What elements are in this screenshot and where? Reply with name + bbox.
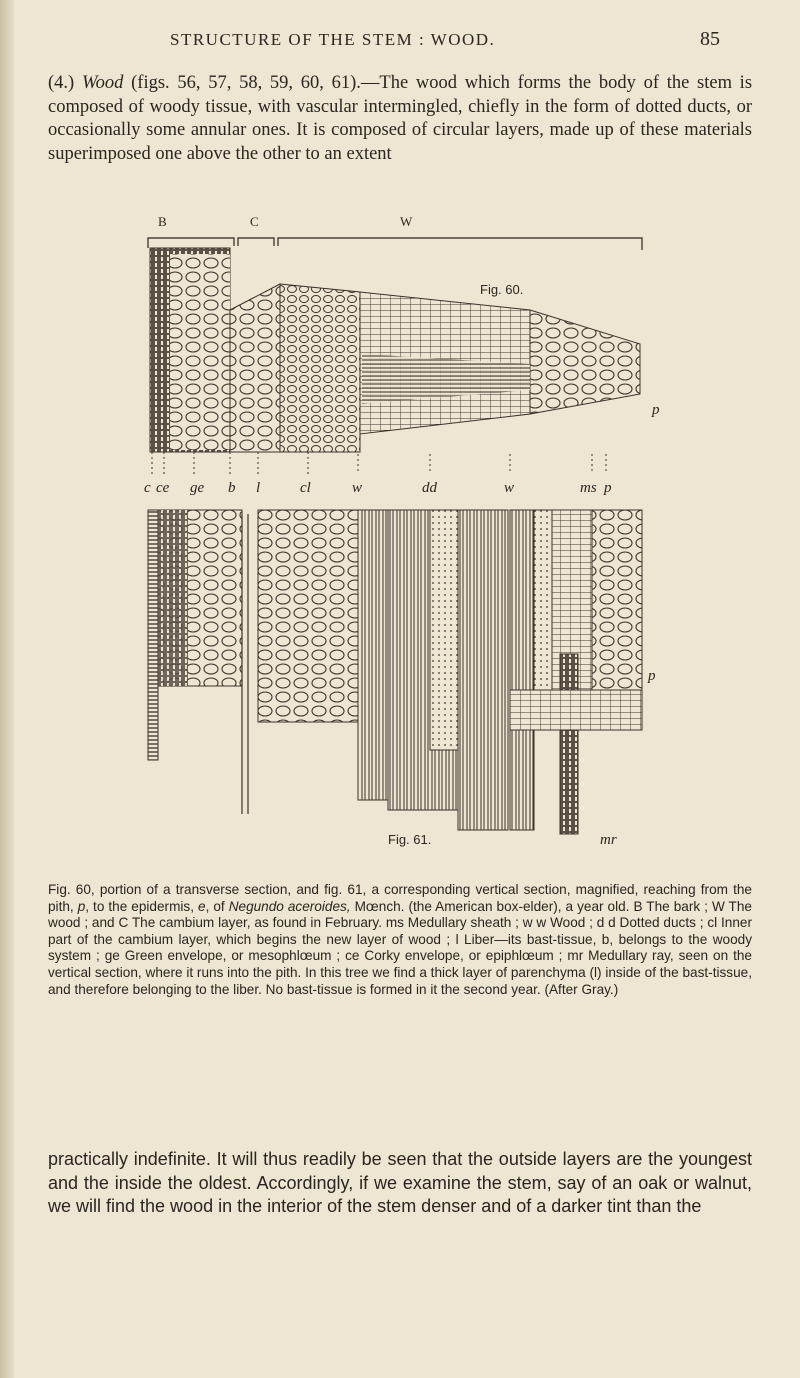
fig-61-label: Fig. 61. [388,832,432,847]
label-l: l [256,480,261,496]
middle-labels [144,480,612,496]
caption-p: p [77,898,86,914]
running-header: STRUCTURE OF THE STEM : WOOD. [170,30,496,49]
label-cambium-c: C [250,214,259,229]
caption-e: e [198,898,206,914]
bracket-wood [278,238,642,250]
fig-61-vertical [148,510,656,848]
caption-rest: Mœnch. (the American box-elder), a year old. B The bark ; W The wood ; and C The cambium layer, as found in February. ms Medullary sheath ; w w Wood ; d d Dotted ducts ; cl Inner part of the cambium layer, which begins the new layer of wood ; l Liber—its bast-tissue, b, belongs to the woody system ; ge Green envelope, or mesophlœum ; ce Corky envelope, or epiphlœum ; mr Medullary ray, seen on the vertical section, where it runs into the pith. In this tree we find a thick layer of parenchyma (l) inside of the bast-tissue, and therefore belonging to the liber. No bast-tissue is formed in it the second year. (After Gray.) [48,898,752,997]
figure-refs: (figs. 56, 57, 58, 59, 60, 61). [131,73,361,93]
page-number: 85 [700,28,720,50]
figure-caption [48,882,752,998]
continuation-paragraph: practically indefinite. It will thus readily be seen that the outside layers are the youngest and the inside the oldest. Accordingly, if we examine the stem, say of an oak or walnut, we will find the wood in the interior of the stem denser and of a darker tint than the [48,1149,752,1217]
label-w2: w [504,480,515,496]
label-ge: ge [190,480,205,496]
label-c: c [144,480,151,496]
section-number: (4.) [48,73,75,93]
intro-text: —The wood which forms the body of the stem is composed of woody tissue, with vascular intermingled, chiefly in the form of dotted ducts, or occasionally some annular ones. It is composed of circular layers, made up of these materials superimposed one above the other to an extent [48,73,753,164]
label-bark-b: B [158,214,167,229]
label-ms: ms [580,480,597,496]
label-pith-lower: p [648,668,656,684]
label-ce: ce [156,480,170,496]
label-b: b [228,480,236,496]
label-mr: mr [600,832,617,848]
label-p-mid: p [604,480,612,496]
section-title: Wood [81,73,124,93]
bracket-bark [148,238,234,248]
bracket-cambium [238,238,274,246]
page-gutter [0,0,14,1378]
stem-section-figure [130,214,720,864]
label-pith-upper: p [652,402,660,418]
label-w1: w [352,480,363,496]
intro-paragraph [48,72,752,166]
label-wood-w: W [400,214,413,229]
caption-lead: Fig. 60, portion of a transverse section, and fig. 61, a corresponding vertical section, magnified, reaching from the pith, [48,882,752,914]
caption-mid2: , of [205,898,229,914]
guide-lines [152,452,606,474]
label-dd: dd [422,480,437,496]
caption-mid1: , to the epidermis, [85,898,198,914]
figure-illustration [130,214,720,864]
fig-60-label: Fig. 60. [480,282,524,297]
label-cl: cl [300,480,311,496]
caption-species: Negundo aceroides, [228,898,351,914]
fig-60-transverse [150,248,660,452]
